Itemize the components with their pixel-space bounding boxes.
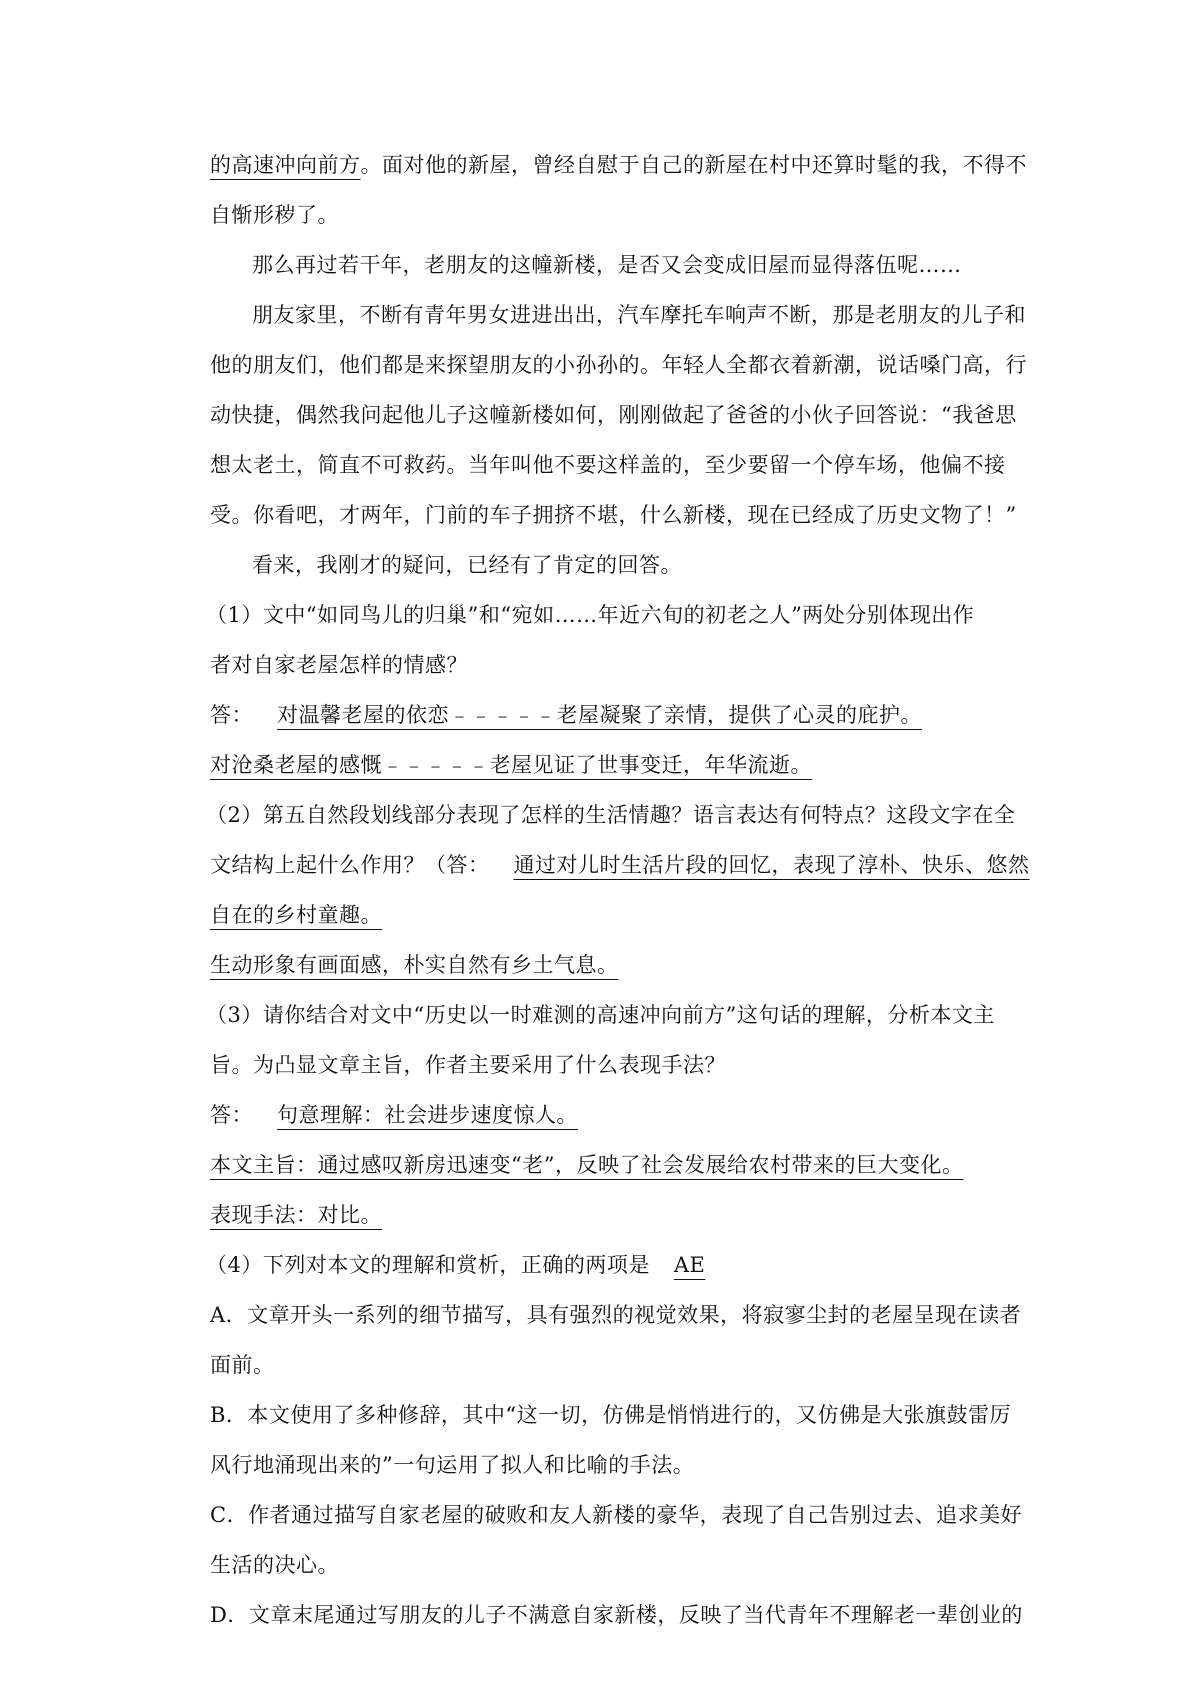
passage-text: 。面对他的新屋，曾经自慰于自己的新屋在村中还算时髦的我，不得不 bbox=[360, 153, 1027, 177]
option-b: B．本文使用了多种修辞，其中“这一切，仿佛是悄悄进行的，又仿佛是大张旗鼓雷厉 bbox=[210, 1403, 1012, 1427]
option-a: 面前。 bbox=[210, 1353, 275, 1377]
question-1-answer bbox=[210, 690, 1010, 740]
answer-text: 自在的乡村童趣。 bbox=[210, 903, 382, 927]
question-3-answer bbox=[210, 1140, 1010, 1190]
option-c: 生活的决心。 bbox=[210, 1553, 339, 1577]
answer-label: 答： bbox=[210, 703, 253, 727]
question-1-answer bbox=[210, 740, 1010, 790]
question-2-answer bbox=[210, 890, 1010, 940]
passage-line: 想太老土，简直不可救药。当年叫他不要这样盖的，至少要留一个停车场，他偏不接 bbox=[210, 453, 1006, 477]
answer-text: 句意理解：社会进步速度惊人。 bbox=[277, 1103, 578, 1127]
option-b: 风行地涌现出来的”一句运用了拟人和比喻的手法。 bbox=[210, 1453, 695, 1477]
question-1-stem: 者对自家老屋怎样的情感？ bbox=[210, 653, 468, 677]
question-2-stem: 文结构上起什么作用？（答： 通过对儿时生活片段的回忆，表现了淳朴、快乐、悠然 bbox=[210, 853, 1030, 877]
answer-text: 生动形象有画面感，朴实自然有乡土气息。 bbox=[210, 953, 619, 977]
passage-line: 那么再过若干年，老朋友的这幢新楼，是否又会变成旧屋而显得落伍呢…… bbox=[252, 253, 962, 277]
passage-line: 看来，我刚才的疑问，已经有了肯定的回答。 bbox=[252, 553, 682, 577]
answer-text: AE bbox=[673, 1253, 706, 1277]
question-3-answer bbox=[210, 1090, 1010, 1140]
question-2-stem: （2）第五自然段划线部分表现了怎样的生活情趣？语言表达有何特点？这段文字在全 bbox=[206, 803, 1016, 827]
question-1-stem: （1）文中“如同鸟儿的归巢”和“宛如……年近六旬的初老之人”两处分别体现出作 bbox=[206, 603, 975, 627]
passage-line: 朋友家里，不断有青年男女进进出出，汽车摩托车响声不断，那是老朋友的儿子和 bbox=[252, 303, 1026, 327]
passage-line: 受。你看吧，才两年，门前的车子拥挤不堪，什么新楼，现在已经成了历史文物了！” bbox=[210, 503, 1017, 527]
option-d: D．文章末尾通过写朋友的儿子不满意自家新楼，反映了当代青年不理解老一辈创业的 bbox=[210, 1603, 1023, 1627]
answer-text: 通过对儿时生活片段的回忆，表现了淳朴、快乐、悠然 bbox=[513, 853, 1030, 877]
answer-text: 表现手法：对比。 bbox=[210, 1203, 382, 1227]
passage-line: 自惭形秽了。 bbox=[210, 203, 339, 227]
document-page bbox=[206, 140, 1030, 1640]
underlined-phrase: 的高速冲向前方 bbox=[210, 153, 361, 177]
option-a: A．文章开头一系列的细节描写，具有强烈的视觉效果，将寂寥尘封的老屋呈现在读者 bbox=[210, 1303, 1022, 1327]
passage-line bbox=[210, 140, 1027, 190]
answer-text: 对温馨老屋的依恋﹣﹣﹣﹣﹣老屋凝聚了亲情，提供了心灵的庇护。 bbox=[277, 703, 922, 727]
question-3-answer bbox=[210, 1190, 1010, 1240]
question-4-stem: （4）下列对本文的理解和赏析，正确的两项是 AE bbox=[206, 1240, 1010, 1290]
question-2-answer bbox=[210, 940, 1010, 990]
passage-line: 他的朋友们，他们都是来探望朋友的小孙孙的。年轻人全都衣着新潮，说话嗓门高，行 bbox=[210, 353, 1027, 377]
question-3-stem: 旨。为凸显文章主旨，作者主要采用了什么表现手法？ bbox=[210, 1053, 726, 1077]
answer-label: 答： bbox=[210, 1103, 253, 1127]
question-3-stem: （3）请你结合对文中“历史以一时难测的高速冲向前方”这句话的理解，分析本文主 bbox=[206, 1003, 995, 1027]
answer-text: 对沧桑老屋的感慨﹣﹣﹣﹣﹣老屋见证了世事变迁，年华流逝。 bbox=[210, 753, 812, 777]
passage-line: 动快捷，偶然我问起他儿子这幢新楼如何，刚刚做起了爸爸的小伙子回答说：“我爸思 bbox=[210, 403, 1017, 427]
option-c: C．作者通过描写自家老屋的破败和友人新楼的豪华，表现了自己告别过去、追求美好 bbox=[210, 1503, 1023, 1527]
answer-text: 本文主旨：通过感叹新房迅速变“老”，反映了社会发展给农村带来的巨大变化。 bbox=[210, 1153, 964, 1177]
